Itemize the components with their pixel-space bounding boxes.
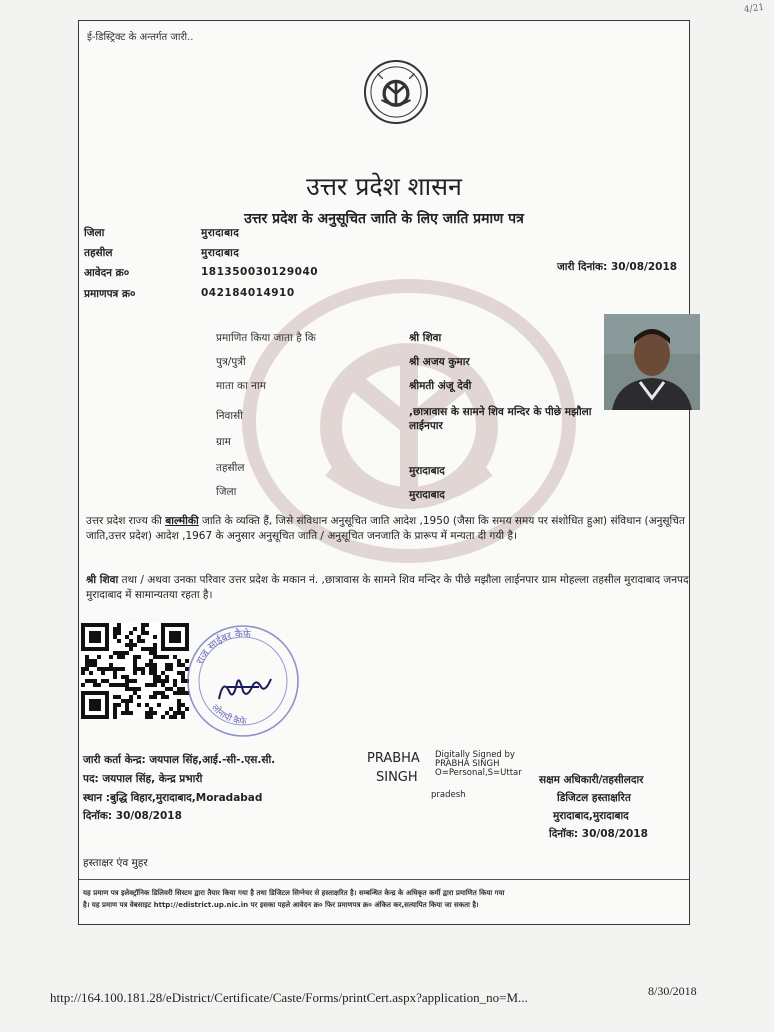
officer-place: मुरादाबाद,मुरादाबाद (553, 810, 629, 822)
mother-label: माता का नाम (216, 380, 266, 392)
center-seal-stamp (183, 621, 303, 741)
father-name: श्री अजय कुमार (409, 356, 470, 368)
village-label: ग्राम (216, 436, 231, 448)
field-tehsil-label: तहसील (216, 462, 245, 474)
digital-sign-note-1: Digitally Signed by (435, 750, 515, 760)
footer-line-2: है। यह प्रमाण पत्र वेबसाइट http://edistrict.up.nic.in पर इसका पहले आवेदन क्र० फिर प्रमाणपत्र क्र० अंकित कर,सत्यापित किया जा सकता है। (83, 901, 479, 909)
digital-sign-note-2: PRABHA SINGH (435, 759, 500, 769)
caste-statement (86, 514, 698, 543)
resident-address: ,छात्रावास के सामने शिव मन्दिर के पीछे मझौला लाईनपार (409, 406, 592, 432)
issuing-center: जारी कर्ता केन्द्र: जयपाल सिंह,आई.-सी-.एस.सी. (83, 754, 276, 766)
application-number-value: 181350030129040 (201, 266, 319, 278)
issuer-date: दिनॉक: 30/08/2018 (83, 810, 182, 822)
corner-handwritten-mark: 4/21 (743, 2, 765, 16)
caste-name: बाल्मीकी (165, 515, 199, 527)
tehsil-label: तहसील (84, 247, 113, 259)
officer-title: सक्षम अधिकारी/तहसीलदार (539, 774, 644, 786)
government-title: उत्तर प्रदेश शासन (306, 172, 462, 201)
applicant-photo (604, 314, 700, 410)
digital-signer-last-name: SINGH (376, 770, 418, 785)
certificate-frame (78, 20, 690, 925)
field-tehsil-value: मुरादाबाद (409, 465, 445, 477)
digital-sign-note-3: O=Personal,S=Uttar (435, 768, 522, 778)
residence-applicant-name: श्री शिवा (86, 574, 119, 586)
footer-divider (79, 879, 689, 880)
print-url: http://164.100.181.28/eDistrict/Certificate/Caste/Forms/printCert.aspx?application_no=M... (50, 990, 528, 1005)
residence-text: तथा / अथवा उनका परिवार उत्तर प्रदेश के मकान नं. ,छात्रावास के सामने शिव मन्दिर के पीछे मझौला लाईनपार ग्राम मोहल्ला तहसील मुरादाबाद जनपद मुरादाबाद में सामान्यतया रहता है। (86, 574, 689, 601)
mother-name: श्रीमती अंजू देवी (409, 380, 472, 392)
caste-statement-prefix: उत्तर प्रदेश राज्य की (86, 515, 166, 527)
print-date: 8/30/2018 (648, 984, 697, 998)
footer-line-1: यह प्रमाण पत्र इलेक्ट्रॉनिक डिलिवरी सिस्टम द्वारा तैयार किया गया है तथा डिजिटल सिग्नेचर से हस्ताक्षरित है। सम्बन्धित केन्द्र के अधिकृत कर्मी द्वारा प्रमाणित किया गया (83, 889, 505, 897)
caste-statement-suffix: जाति के व्यक्ति हैं, जिसे संविधान अनुसूचित जाति आदेश ,1950 (जैसा कि समय समय पर संशोधित हुआ) संविधान (अनुसूचित जाति,उत्तर प्रदेश) आदेश ,1967 के अनुसार अनुसूचित जाति / अनुसूचित जनजाति के प्रारूप में मन्यता दी गयी है। (86, 515, 685, 542)
footer-note (83, 887, 687, 911)
handwritten-signature (219, 679, 271, 699)
certificate-title: उत्तर प्रदेश के अनुसूचित जाति के लिए जाति प्रमाण पत्र (244, 211, 524, 227)
district-label: जिला (84, 227, 105, 239)
relation-label: पुत्र/पुत्री (216, 356, 246, 368)
field-district-label: जिला (216, 486, 237, 498)
field-district-value: मुरादाबाद (409, 489, 445, 501)
issuer-post: पद: जयपाल सिंह, केन्द्र प्रभारी (83, 773, 203, 785)
seal-text-lower: लोनापी कैफे (209, 703, 247, 728)
district-value: मुरादाबाद (201, 227, 240, 239)
resident-label: निवासी (216, 410, 243, 422)
digital-sign-note-4: pradesh (431, 790, 466, 800)
svg-text:राज साईबर कैफे (195, 628, 252, 666)
applicant-name: श्री शिवा (409, 332, 442, 344)
signature-seal-label: हस्ताक्षर एंव मुहर (83, 857, 148, 869)
qr-code (81, 623, 189, 719)
certificate-number-label: प्रमाणपत्र क्र० (84, 288, 136, 300)
issue-date: जारी दिनांक: 30/08/2018 (557, 261, 678, 273)
header-note: ई-डिस्ट्रिक्ट के अन्तर्गत जारी.. (87, 32, 194, 43)
svg-text:लोनापी कैफे (209, 702, 247, 728)
up-emblem-icon (363, 59, 429, 125)
certificate-number-value: 042184014910 (201, 287, 295, 299)
residence-statement (86, 573, 698, 602)
issuer-place: स्थान :बुद्धि विहार,मुरादाबाद,Moradabad (83, 792, 263, 804)
digital-signer-first-name: PRABHA (367, 751, 420, 766)
certified-label: प्रमाणित किया जाता है कि (216, 332, 316, 344)
application-number-label: आवेदन क्र० (84, 267, 130, 279)
officer-digital-sign: डिजिटल हस्ताक्षरित (557, 792, 631, 804)
officer-date: दिनॉक: 30/08/2018 (549, 828, 648, 840)
seal-text: राज साईबर कैफे (194, 628, 252, 667)
tehsil-value: मुरादाबाद (201, 247, 240, 259)
